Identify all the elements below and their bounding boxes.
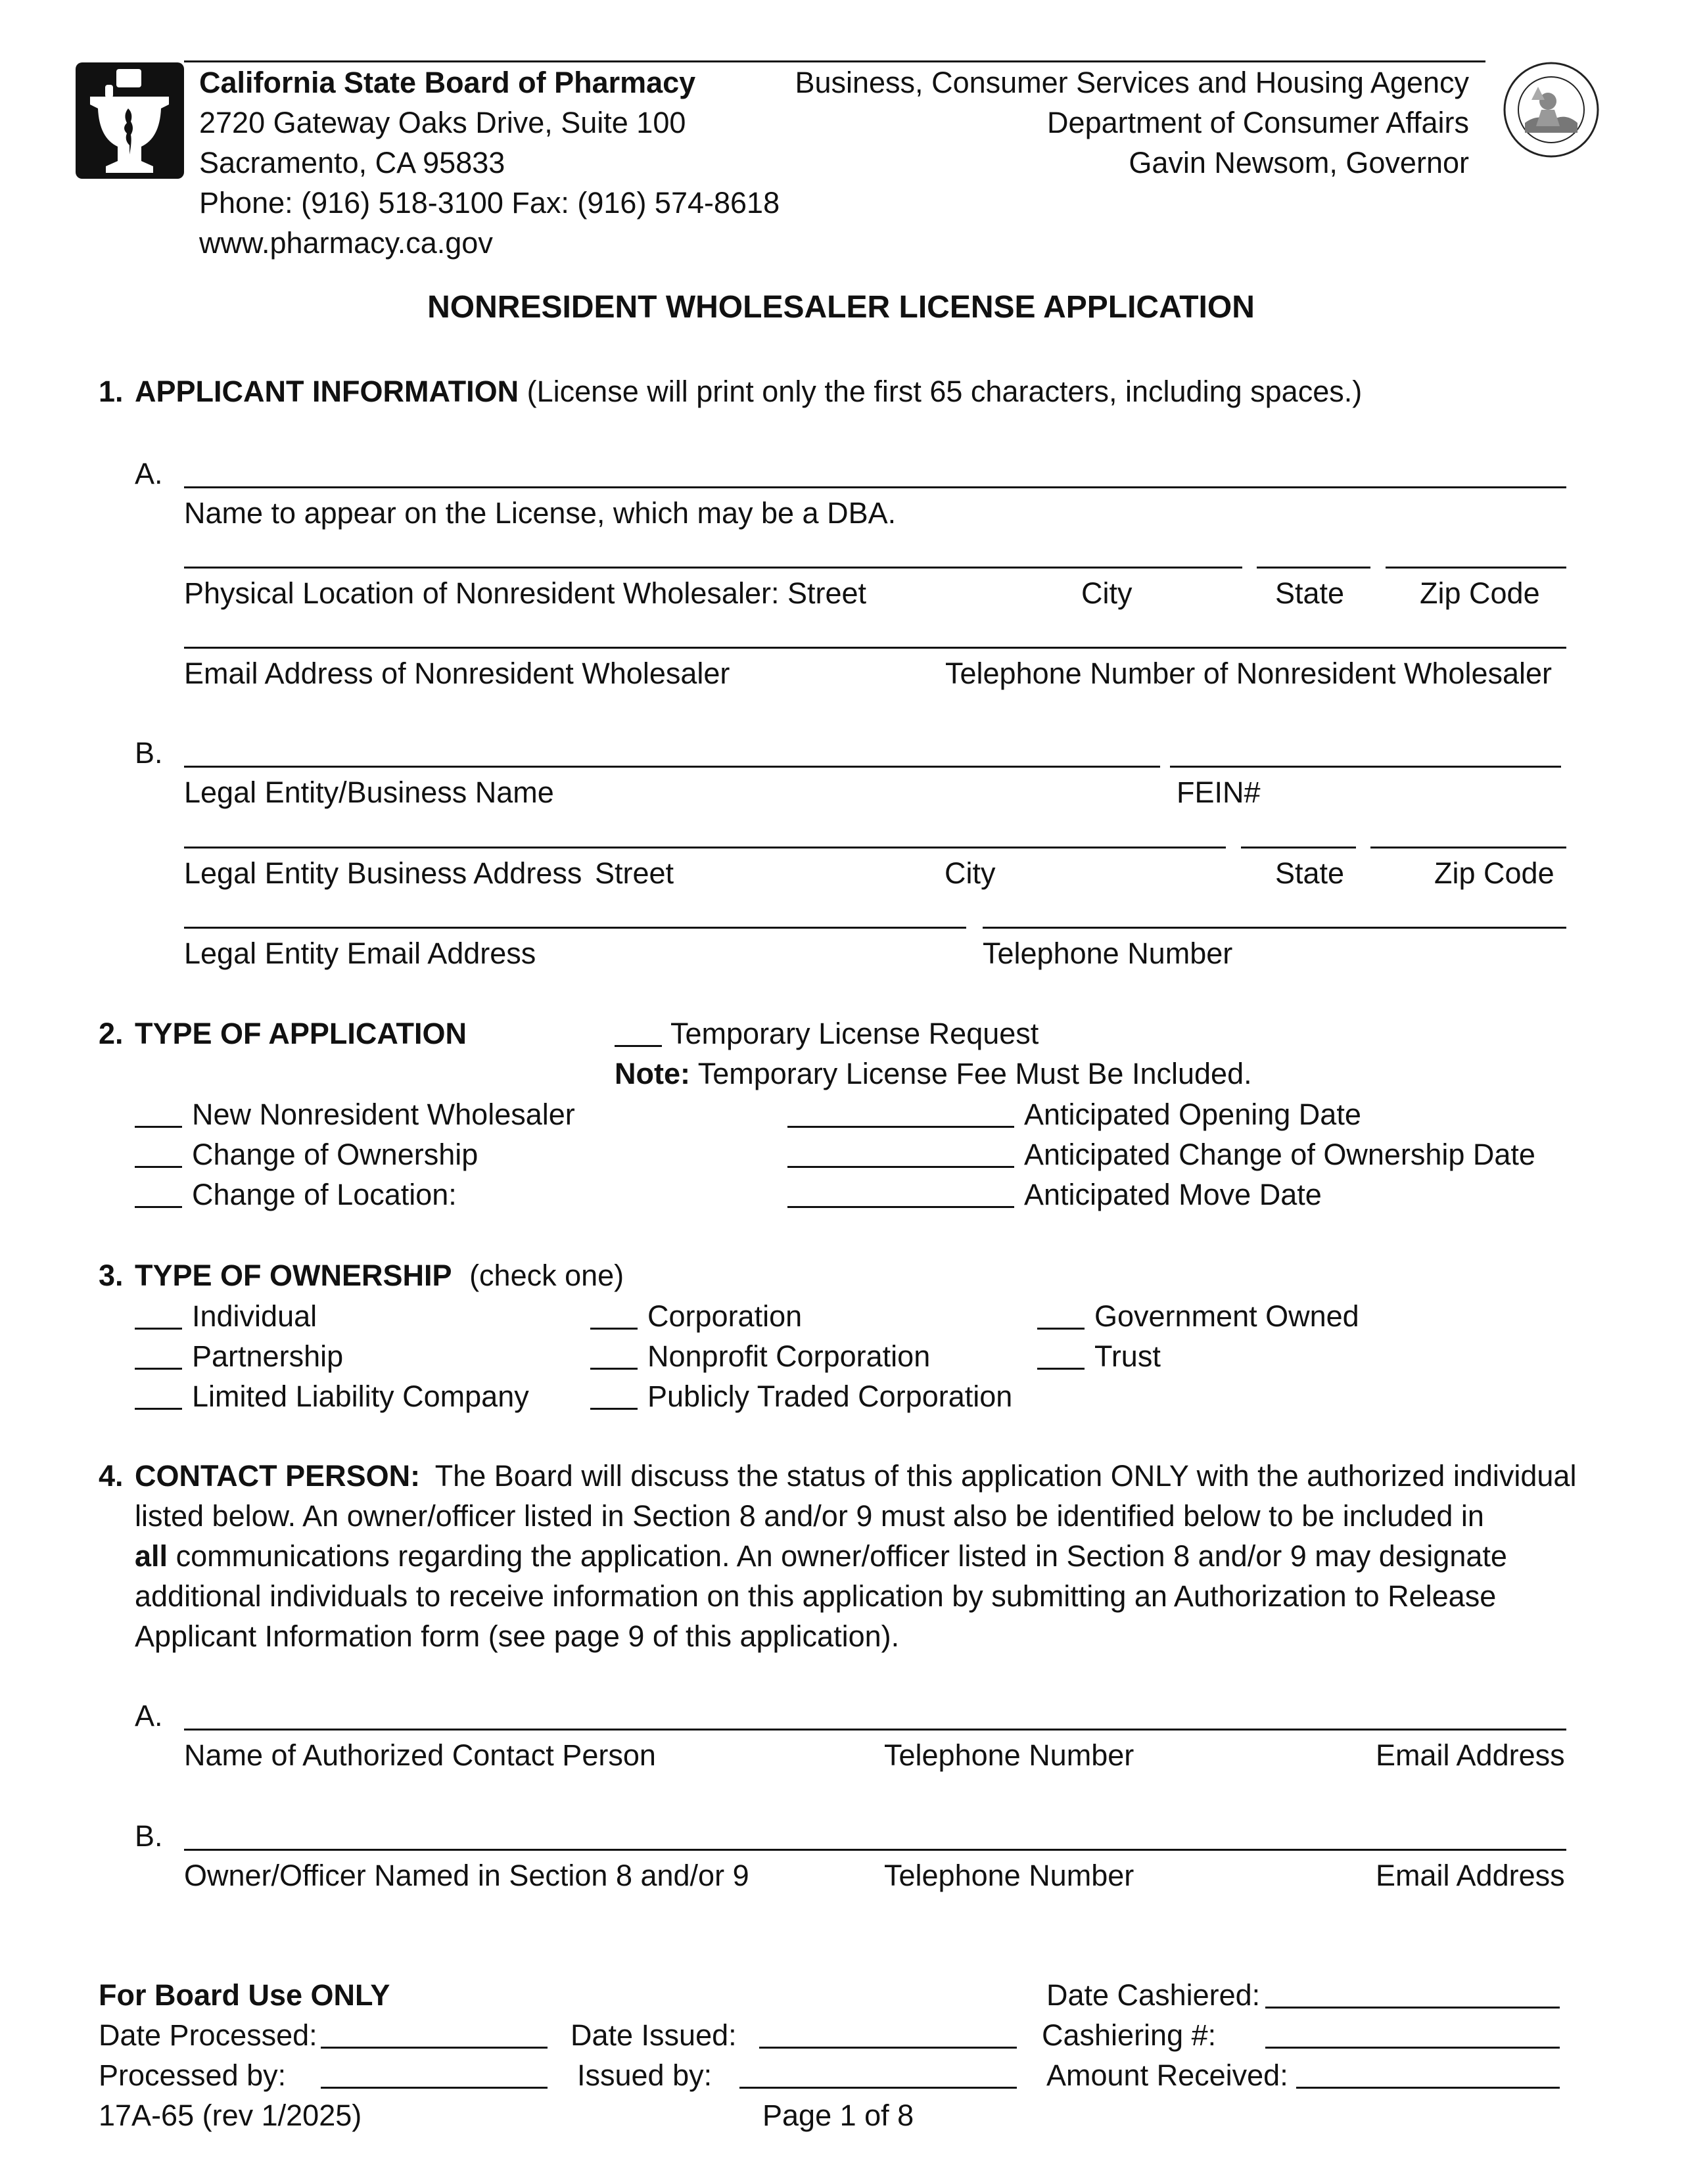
legal-name-label: Legal Entity/Business Name — [184, 776, 554, 809]
change-location-label: Change of Location: — [192, 1178, 457, 1211]
contact-email-label: Email Address — [1376, 1738, 1565, 1772]
board-use-heading: For Board Use ONLY — [99, 1978, 390, 2012]
note-label: Note: — [615, 1057, 690, 1090]
physical-state-label: State — [1275, 576, 1345, 610]
llc-checkbox[interactable] — [135, 1408, 182, 1410]
section3-heading — [135, 1259, 624, 1293]
section1-a-label: A. — [135, 457, 163, 490]
date-cashiered-field[interactable] — [1265, 2007, 1560, 2009]
processed-by-label: Processed by: — [99, 2058, 287, 2092]
owner-phone-label: Telephone Number — [884, 1859, 1134, 1892]
section4-line3-bold: all — [135, 1539, 168, 1573]
opening-date-field[interactable] — [787, 1126, 1014, 1128]
fein-field[interactable] — [1170, 766, 1561, 768]
legal-street-field[interactable] — [184, 847, 1226, 848]
legal-state-label: State — [1275, 856, 1345, 890]
contact-name-label: Name of Authorized Contact Person — [184, 1738, 656, 1772]
temporary-checkbox[interactable] — [615, 1045, 662, 1047]
section4-line3 — [135, 1539, 1507, 1573]
change-location-checkbox[interactable] — [135, 1206, 182, 1208]
physical-street-label: Physical Location of Nonresident Wholesaler: Street — [184, 576, 867, 610]
owner-email-label: Email Address — [1376, 1859, 1565, 1892]
trust-checkbox[interactable] — [1037, 1368, 1085, 1370]
section2-heading: TYPE OF APPLICATION — [135, 1017, 467, 1050]
form-number: 17A-65 (rev 1/2025) — [99, 2099, 362, 2132]
legal-phone-field[interactable] — [983, 927, 1566, 929]
new-wholesaler-label: New Nonresident Wholesaler — [192, 1098, 575, 1131]
wholesaler-phone-label: Telephone Number of Nonresident Wholesaler — [945, 657, 1553, 690]
partnership-checkbox[interactable] — [135, 1368, 182, 1370]
section4-line5: Applicant Information form (see page 9 of this application). — [135, 1619, 900, 1653]
contact-person-field[interactable] — [184, 1729, 1566, 1731]
section4-heading: CONTACT PERSON: — [135, 1459, 421, 1493]
government-label: Government Owned — [1094, 1299, 1359, 1333]
physical-street-field[interactable] — [184, 567, 1242, 569]
move-date-label: Anticipated Move Date — [1024, 1178, 1322, 1211]
temporary-label: Temporary License Request — [670, 1017, 1039, 1050]
cashiering-label: Cashiering #: — [1042, 2018, 1217, 2052]
section2-number: 2. — [99, 1017, 124, 1050]
pharmacy-logo — [76, 62, 184, 179]
board-phone-fax: Phone: (916) 518-3100 Fax: (916) 574-8618 — [199, 186, 780, 220]
section4-line1-text: The Board will discuss the status of this application ONLY with the authorized individual — [434, 1459, 1577, 1493]
legal-street-label: Street — [595, 856, 674, 890]
government-checkbox[interactable] — [1037, 1328, 1085, 1330]
legal-state-field[interactable] — [1241, 847, 1356, 848]
note-text: Temporary License Fee Must Be Included. — [697, 1057, 1252, 1090]
wholesaler-email-label: Email Address of Nonresident Wholesaler — [184, 657, 730, 690]
department-name: Department of Consumer Affairs — [1047, 106, 1469, 139]
issued-by-field[interactable] — [739, 2087, 1017, 2089]
llc-label: Limited Liability Company — [192, 1380, 529, 1413]
section1-heading — [135, 375, 1362, 409]
individual-checkbox[interactable] — [135, 1328, 182, 1330]
agency-name: Business, Consumer Services and Housing Agency — [795, 66, 1469, 99]
section4-line1 — [135, 1459, 1576, 1493]
section1-note: (License will print only the first 65 characters, including spaces.) — [526, 375, 1363, 408]
governor-name: Gavin Newsom, Governor — [1129, 146, 1469, 179]
legal-name-field[interactable] — [184, 766, 1160, 768]
section4-line4: additional individuals to receive information on this application by submitting an Authorization to Release — [135, 1579, 1497, 1613]
section4-b-label: B. — [135, 1819, 163, 1853]
move-date-field[interactable] — [787, 1206, 1014, 1208]
issued-by-label: Issued by: — [577, 2058, 713, 2092]
date-issued-field[interactable] — [759, 2047, 1017, 2049]
cashiering-field[interactable] — [1265, 2047, 1560, 2049]
trust-label: Trust — [1094, 1339, 1161, 1373]
license-name-field[interactable] — [184, 486, 1566, 488]
board-name: California State Board of Pharmacy — [199, 66, 696, 99]
date-cashiered-label: Date Cashiered: — [1046, 1978, 1261, 2012]
license-name-label: Name to appear on the License, which may be a DBA. — [184, 496, 897, 530]
header-top-rule — [184, 60, 1485, 62]
publicly-traded-label: Publicly Traded Corporation — [647, 1380, 1013, 1413]
date-processed-field[interactable] — [321, 2047, 548, 2049]
physical-city-label: City — [1081, 576, 1133, 610]
new-wholesaler-checkbox[interactable] — [135, 1126, 182, 1128]
legal-email-field[interactable] — [184, 927, 966, 929]
corporation-checkbox[interactable] — [590, 1328, 638, 1330]
form-title: NONRESIDENT WHOLESALER LICENSE APPLICATION — [427, 290, 1255, 325]
amount-received-label: Amount Received: — [1046, 2058, 1288, 2092]
legal-city-label: City — [945, 856, 996, 890]
section1-title: APPLICANT INFORMATION — [135, 375, 519, 408]
processed-by-field[interactable] — [321, 2087, 548, 2089]
ownership-date-field[interactable] — [787, 1166, 1014, 1168]
legal-zip-label: Zip Code — [1434, 856, 1554, 890]
owner-officer-field[interactable] — [184, 1849, 1566, 1851]
amount-received-field[interactable] — [1296, 2087, 1560, 2089]
section3-note: (check one) — [469, 1259, 624, 1292]
nonprofit-checkbox[interactable] — [590, 1368, 638, 1370]
date-issued-label: Date Issued: — [571, 2018, 737, 2052]
ownership-date-label: Anticipated Change of Ownership Date — [1024, 1138, 1535, 1171]
opening-date-label: Anticipated Opening Date — [1024, 1098, 1361, 1131]
board-website[interactable]: www.pharmacy.ca.gov — [199, 226, 493, 260]
change-ownership-label: Change of Ownership — [192, 1138, 479, 1171]
legal-address-label: Legal Entity Business Address — [184, 856, 582, 890]
board-address-line2: Sacramento, CA 95833 — [199, 146, 505, 179]
section1-number: 1. — [99, 375, 124, 408]
wholesaler-email-field[interactable] — [184, 647, 1566, 649]
section4-a-label: A. — [135, 1699, 163, 1732]
individual-label: Individual — [192, 1299, 317, 1333]
fein-label: FEIN# — [1177, 776, 1261, 809]
change-ownership-checkbox[interactable] — [135, 1166, 182, 1168]
section4-line2: listed below. An owner/officer listed in Section 8 and/or 9 must also be identified below to be included in — [135, 1499, 1484, 1533]
temporary-note — [615, 1057, 1252, 1091]
section3-title: TYPE OF OWNERSHIP — [135, 1259, 452, 1292]
corporation-label: Corporation — [647, 1299, 803, 1333]
legal-phone-label: Telephone Number — [983, 937, 1233, 970]
section4-line3-text: communications regarding the application. An owner/officer listed in Section 8 and/or 9 may designate — [175, 1539, 1507, 1573]
physical-state-field[interactable] — [1257, 567, 1370, 569]
legal-zip-field[interactable] — [1370, 847, 1566, 848]
page-number: Page 1 of 8 — [762, 2099, 914, 2132]
physical-zip-label: Zip Code — [1420, 576, 1540, 610]
owner-name-label: Owner/Officer Named in Section 8 and/or 9 — [184, 1859, 749, 1892]
nonprofit-label: Nonprofit Corporation — [647, 1339, 931, 1373]
california-seal — [1502, 60, 1600, 159]
section4-number: 4. — [99, 1459, 124, 1493]
physical-zip-field[interactable] — [1386, 567, 1566, 569]
partnership-label: Partnership — [192, 1339, 344, 1373]
contact-phone-label: Telephone Number — [884, 1738, 1134, 1772]
section3-number: 3. — [99, 1259, 124, 1292]
section1-b-label: B. — [135, 736, 163, 770]
board-address-line1: 2720 Gateway Oaks Drive, Suite 100 — [199, 106, 686, 139]
legal-email-label: Legal Entity Email Address — [184, 937, 536, 970]
date-processed-label: Date Processed: — [99, 2018, 317, 2052]
publicly-traded-checkbox[interactable] — [590, 1408, 638, 1410]
